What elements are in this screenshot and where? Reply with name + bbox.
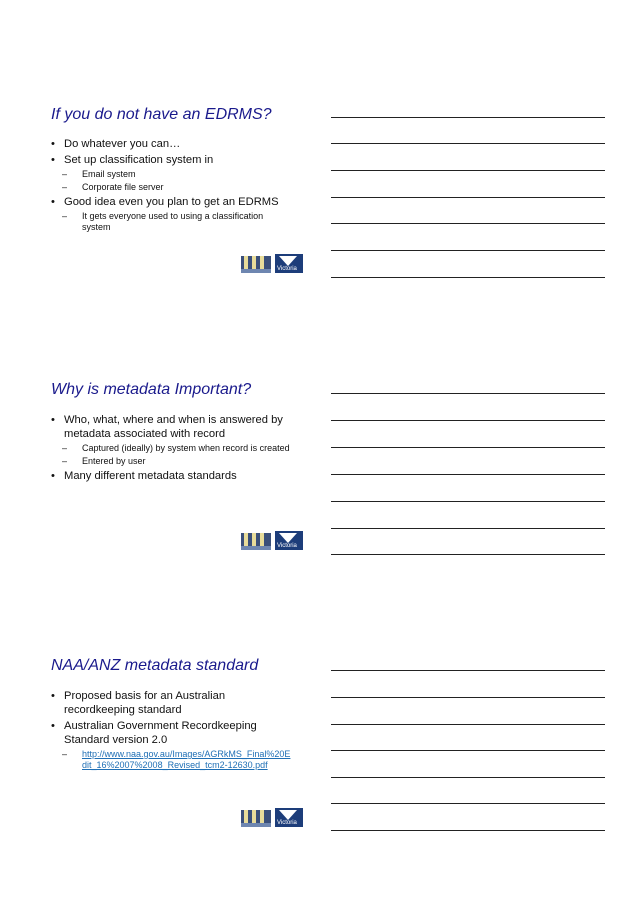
note-line	[331, 670, 605, 671]
note-line	[331, 830, 605, 831]
bullet-item	[51, 689, 291, 717]
note-line	[331, 170, 605, 171]
bullet-dot-icon: •	[51, 414, 55, 426]
slide-content	[51, 137, 291, 235]
bullet-text: Many different metadata standards	[64, 470, 237, 482]
note-line	[331, 724, 605, 725]
slide-content	[51, 689, 291, 773]
note-line	[331, 143, 605, 144]
note-line	[331, 501, 605, 502]
note-line	[331, 750, 605, 751]
sub-bullet-item	[62, 169, 291, 180]
bullet-item	[51, 153, 291, 167]
sub-bullet-item	[62, 443, 291, 454]
note-line	[331, 393, 605, 394]
sub-bullet-item	[62, 211, 291, 233]
slide-title: If you do not have an EDRMS?	[51, 106, 272, 123]
bullet-dot-icon: •	[51, 154, 55, 166]
note-line	[331, 803, 605, 804]
note-line	[331, 447, 605, 448]
slide-content	[51, 413, 291, 485]
note-line	[331, 250, 605, 251]
bullet-text: Set up classification system in	[64, 154, 214, 166]
note-line	[331, 223, 605, 224]
bullet-item	[51, 469, 291, 483]
bullet-text: Good idea even you plan to get an EDRMS	[64, 196, 279, 208]
university-logo-icon	[241, 810, 271, 827]
victoria-logo-icon: Victoria	[275, 808, 303, 827]
sub-bullet-text: Email system	[82, 169, 136, 179]
naa-standard-link[interactable]: http://www.naa.gov.au/Images/AGRkMS_Final%20Edit_16%2007%2008_Revised_tcm2-12630.pdf	[82, 749, 291, 770]
note-line	[331, 277, 605, 278]
logos	[241, 531, 303, 550]
sub-bullet-item	[62, 182, 291, 193]
bullet-item	[51, 137, 291, 151]
bullet-item	[51, 195, 291, 209]
dash-icon: –	[62, 169, 68, 179]
sub-bullet-item	[62, 749, 291, 771]
bullet-text: Who, what, where and when is answered by metadata associated with record	[64, 414, 283, 440]
sub-bullet-text: Entered by user	[82, 456, 146, 466]
dash-icon: –	[62, 456, 68, 466]
bullet-dot-icon: •	[51, 138, 55, 150]
logos	[241, 808, 303, 827]
note-line	[331, 528, 605, 529]
note-line	[331, 420, 605, 421]
victoria-logo-icon: Victoria	[275, 254, 303, 273]
dash-icon: –	[62, 182, 68, 192]
university-logo-icon	[241, 533, 271, 550]
note-line	[331, 474, 605, 475]
logos	[241, 254, 303, 273]
bullet-dot-icon: •	[51, 690, 55, 702]
university-logo-icon	[241, 256, 271, 273]
dash-icon: –	[62, 443, 68, 453]
slide-title: Why is metadata Important?	[51, 381, 252, 398]
note-line	[331, 197, 605, 198]
sub-bullet-item	[62, 456, 291, 467]
slide-title: NAA/ANZ metadata standard	[51, 657, 259, 674]
bullet-dot-icon: •	[51, 196, 55, 208]
note-line	[331, 554, 605, 555]
sub-bullet-text: Corporate file server	[82, 182, 164, 192]
note-line	[331, 777, 605, 778]
bullet-dot-icon: •	[51, 470, 55, 482]
bullet-dot-icon: •	[51, 720, 55, 732]
bullet-item	[51, 719, 291, 747]
bullet-text: Proposed basis for an Australian recordkeeping standard	[64, 690, 226, 716]
sub-bullet-text: Captured (ideally) by system when record is created	[82, 443, 290, 453]
dash-icon: –	[62, 211, 68, 221]
note-line	[331, 697, 605, 698]
victoria-logo-icon: Victoria	[275, 531, 303, 550]
sub-bullet-text: It gets everyone used to using a classification system	[82, 211, 264, 232]
bullet-text: Do whatever you can…	[64, 138, 181, 150]
bullet-text: Australian Government Recordkeeping Standard version 2.0	[64, 720, 257, 746]
note-line	[331, 117, 605, 118]
bullet-item	[51, 413, 291, 441]
dash-icon: –	[62, 749, 68, 759]
